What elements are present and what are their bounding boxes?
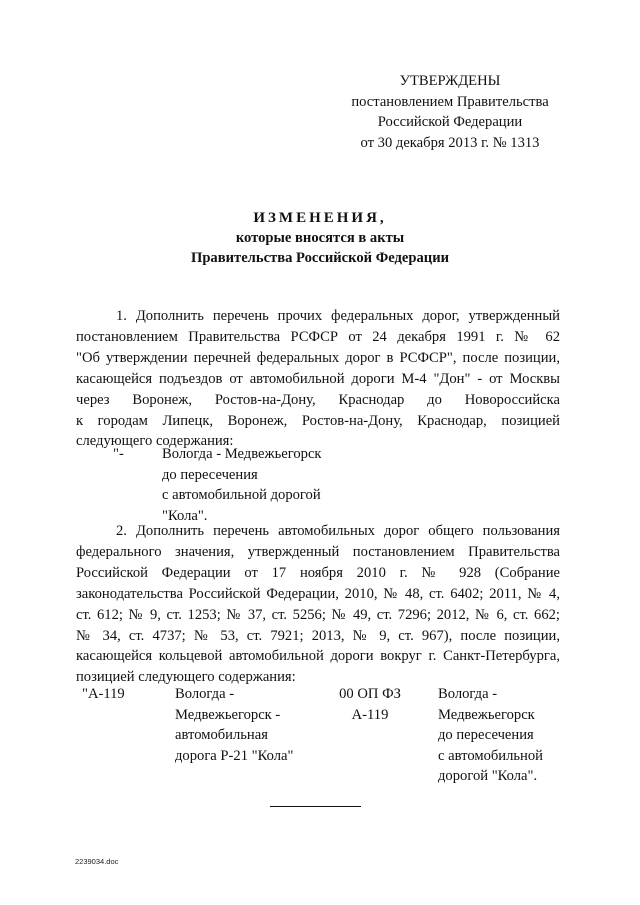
road-description-line: до пересечения [438, 727, 534, 743]
approval-line: постановлением Правительства [351, 93, 549, 110]
approval-line: Российской Федерации [377, 114, 523, 130]
paragraph-line: законодательства Российской Федерации, 2010, № 48, ст. 6402; 2011, № 4, [76, 585, 560, 602]
approval-date-number: от 30 декабря 2013 г. № 1313 [360, 134, 540, 151]
road-id-line: 00 ОП ФЗ [339, 686, 401, 702]
paragraph-1 [76, 306, 560, 452]
item-line: до пересечения [162, 466, 258, 483]
road-name-line: дорога Р-21 "Кола" [175, 747, 294, 764]
road-name-line: Вологда - [175, 686, 235, 702]
paragraph-line: касающейся подъездов от автомобильной дороги М-4 "Дон" - от Москвы [76, 370, 560, 387]
paragraph-line: постановлением Правительства РСФСР от 24 декабря 1991 г. № 62 [76, 328, 560, 345]
paragraph-line: 2. Дополнить перечень автомобильных дорог общего пользования [116, 523, 560, 539]
paragraph-line: следующего содержания: [76, 433, 234, 450]
road-description-column [438, 684, 543, 787]
paragraph-line: № 34, ст. 4737; № 53, ст. 7921; 2013, № 9, ст. 967), после позиции, [76, 627, 560, 644]
road-id-line: А-119 [351, 706, 389, 723]
document-title [120, 208, 520, 268]
paragraph-line: 1. Дополнить перечень прочих федеральных дорог, утвержденный [116, 308, 560, 324]
road-name-line: Медвежьегорск - [175, 706, 281, 723]
paragraph-2 [76, 521, 560, 688]
approval-block [340, 71, 560, 153]
road-name-column [175, 684, 293, 766]
paragraph-line: Российской Федерации от 17 ноября 2010 г. № 928 (Собрание [76, 564, 560, 581]
item-line: с автомобильной дорогой [162, 487, 321, 503]
item-line: "Кола". [162, 507, 208, 524]
road-description-line: с автомобильной [438, 747, 543, 764]
title-subtitle: которые вносятся в акты [235, 230, 405, 246]
road-description-line: Медвежьегорск [438, 706, 535, 723]
item-line: Вологда - Медвежьегорск [162, 446, 322, 462]
approval-heading: УТВЕРЖДЕНЫ [399, 73, 501, 89]
road-description-line: Вологда - [438, 686, 498, 702]
road-description-line: дорогой "Кола". [438, 768, 538, 784]
quote-dash-marker: "- [113, 446, 124, 462]
road-id-column [338, 684, 402, 725]
title-subtitle: Правительства Российской Федерации [190, 250, 450, 266]
paragraph-line: касающейся кольцевой автомобильной дороги вокруг г. Санкт-Петербурга, [76, 648, 560, 665]
title-main: ИЗМЕНЕНИЯ, [253, 210, 387, 226]
paragraph-line: федерального значения, утвержденный постановлением Правительства [76, 543, 560, 560]
end-separator-line [270, 806, 361, 807]
paragraph-line: через Воронеж, Ростов-на-Дону, Краснодар до Новороссийска [76, 391, 560, 408]
paragraph-line: позицией следующего содержания: [76, 669, 296, 686]
paragraph-line: к городам Липецк, Воронеж, Ростов-на-Дону, Краснодар, позицией [76, 412, 560, 429]
road-code: "А-119 [82, 686, 125, 702]
road-name-line: автомобильная [175, 727, 268, 743]
document-file-id: 2239034.doc [75, 857, 119, 866]
paragraph-line: "Об утверждении перечней федеральных дорог в РСФСР", после позиции, [76, 349, 560, 366]
paragraph-line: ст. 612; № 9, ст. 1253; № 37, ст. 5256; № 49, ст. 7296; 2012, № 6, ст. 662; [76, 606, 560, 623]
